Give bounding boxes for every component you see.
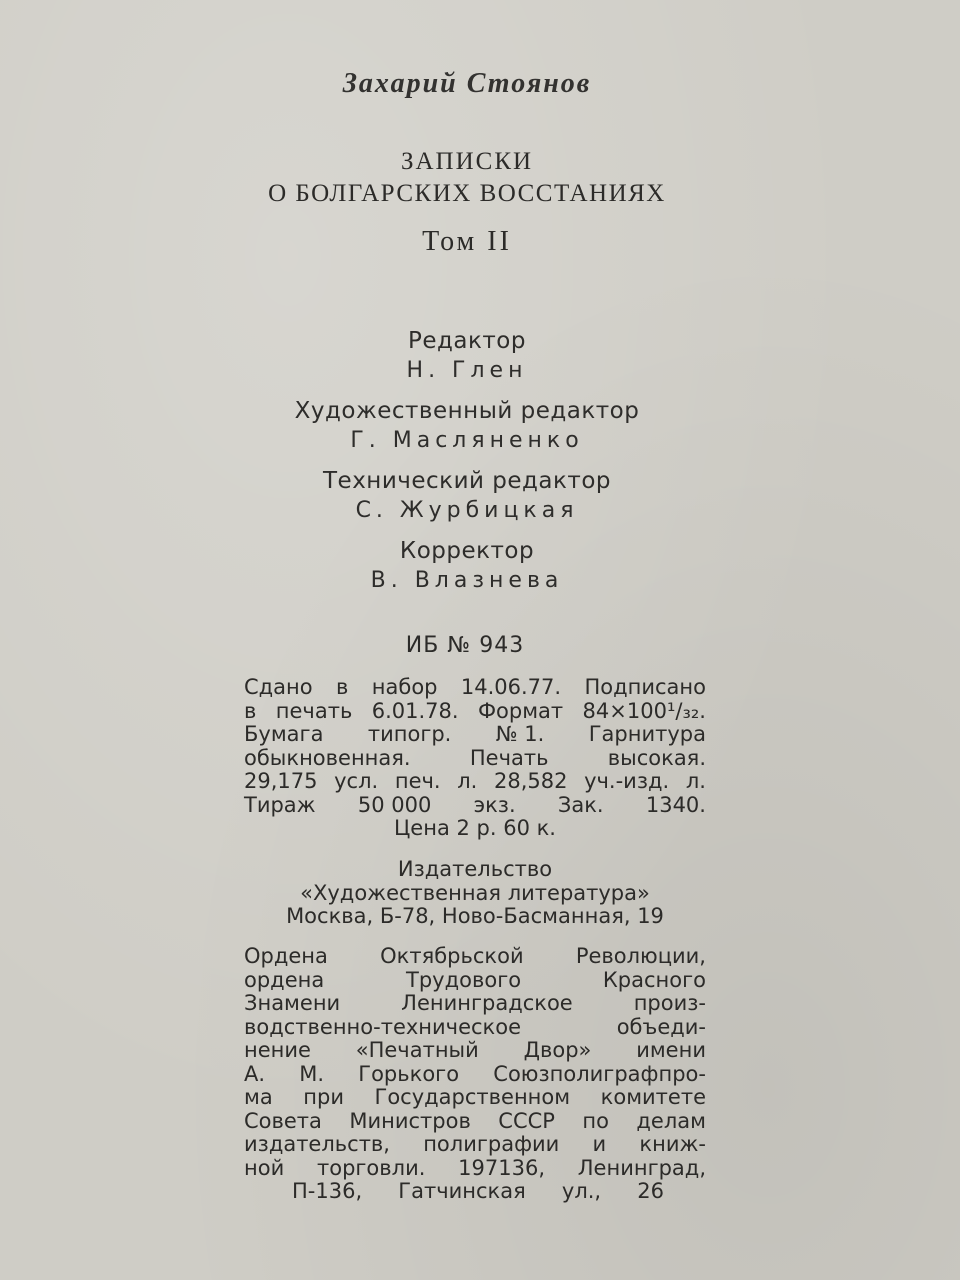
word: Сдано <box>244 675 313 699</box>
credit-role-editor: Редактор <box>408 328 526 354</box>
word: Ленинградское <box>401 991 573 1015</box>
publisher-line: Москва, Б-78, Ново-Басманная, 19 <box>286 904 664 928</box>
word: типогр. <box>367 722 452 746</box>
imprint-line <box>244 723 706 747</box>
publisher-line: Издательство <box>397 857 553 881</box>
word: Двор» <box>523 1038 592 1062</box>
word: Гарнитура <box>588 722 706 746</box>
credit-role-proofreader: Корректор <box>399 538 535 564</box>
word: 28,582 <box>493 769 568 793</box>
word: обыкновенная. <box>244 745 411 770</box>
word: при <box>303 1085 344 1109</box>
publisher-block <box>244 858 706 929</box>
word: 84×100¹/₃₂. <box>582 698 706 723</box>
word: 1340. <box>645 792 706 817</box>
volume-label: Том II <box>422 226 512 257</box>
credit-name-editor: Н. Глен <box>406 358 528 383</box>
word: издательств, <box>244 1132 390 1156</box>
word: л. <box>457 769 478 793</box>
printer-line <box>244 969 706 993</box>
publisher-line: «Художественная литература» <box>300 880 650 905</box>
word: Подписано <box>584 675 706 699</box>
word: Совета <box>244 1108 322 1133</box>
word: «Печатный <box>355 1038 479 1062</box>
word: комитете <box>600 1085 706 1109</box>
word: Гатчинская <box>398 1179 526 1203</box>
word: нение <box>244 1038 311 1062</box>
word: ной <box>244 1155 285 1180</box>
word: водственно-техническое <box>244 1014 521 1039</box>
printer-line <box>244 1133 706 1157</box>
imprint-line <box>244 747 706 771</box>
word: Октябрьской <box>380 944 524 968</box>
printer-line <box>244 1110 706 1134</box>
word: торговли. <box>316 1155 426 1180</box>
word: 197136, <box>458 1155 545 1180</box>
credit-role-tech-editor: Технический редактор <box>323 468 611 494</box>
word: Государственном <box>374 1085 571 1109</box>
word: Ленинград, <box>577 1155 706 1180</box>
word: Тираж <box>244 792 316 817</box>
word: 29,175 <box>244 769 318 793</box>
word: П-136, <box>292 1179 363 1203</box>
word: Министров <box>349 1108 471 1133</box>
word: № 1. <box>495 722 545 746</box>
word: Красного <box>602 967 706 992</box>
word: книж- <box>639 1132 706 1156</box>
word: объеди- <box>616 1014 706 1039</box>
word: и <box>592 1132 607 1156</box>
printer-block <box>244 945 706 1204</box>
word: Знамени <box>244 991 341 1015</box>
word: полиграфии <box>423 1132 560 1156</box>
printer-line <box>244 1180 706 1204</box>
imprint-line <box>244 700 706 724</box>
credit-name-art-editor: Г. Масляненко <box>350 428 584 453</box>
word: Ордена <box>244 944 328 968</box>
word: 14.06.77. <box>460 675 562 699</box>
word: делам <box>636 1108 706 1133</box>
word: печ. <box>394 769 441 793</box>
ib-number: ИБ № 943 <box>405 633 525 658</box>
imprint-line <box>244 770 706 794</box>
word: ордена <box>244 967 325 992</box>
word: Союзполиграфпро- <box>493 1061 706 1086</box>
imprint-line <box>244 676 706 700</box>
word: ул., <box>561 1179 602 1203</box>
credit-role-art-editor: Художественный редактор <box>294 398 640 424</box>
printer-line <box>244 992 706 1016</box>
imprint-line <box>244 794 706 818</box>
word: 6.01.78. <box>371 698 459 723</box>
word: СССР <box>498 1108 555 1133</box>
word: Революции, <box>575 944 706 968</box>
word: высокая. <box>607 745 706 770</box>
word: Бумага <box>244 722 324 746</box>
word: печать <box>275 698 353 723</box>
book-title-line-2: О БОЛГАРСКИХ ВОССТАНИЯХ <box>268 180 666 207</box>
printer-line <box>244 1016 706 1040</box>
word: уч.-изд. <box>584 769 670 793</box>
word: имени <box>636 1038 706 1062</box>
printer-line <box>244 1039 706 1063</box>
word: в <box>336 675 349 699</box>
imprint-line: Цена 2 р. 60 к. <box>394 816 556 840</box>
word: А. <box>244 1061 266 1086</box>
word: произ- <box>633 991 706 1015</box>
credits-list <box>0 326 934 606</box>
printer-line <box>244 1063 706 1087</box>
word: М. <box>299 1061 325 1086</box>
word: л. <box>685 769 706 793</box>
credit-name-tech-editor: С. Журбицкая <box>355 498 579 523</box>
word: усл. <box>334 769 379 793</box>
word: Формат <box>477 698 564 723</box>
imprint-block <box>244 676 706 841</box>
word: 50 000 <box>357 792 432 817</box>
word: экз. <box>473 792 516 817</box>
printer-line <box>244 1157 706 1181</box>
word: по <box>582 1108 609 1133</box>
printer-line <box>244 1086 706 1110</box>
word: ма <box>244 1085 273 1109</box>
printer-line <box>244 945 706 969</box>
author-name: Захарий Стоянов <box>342 68 592 99</box>
word: набор <box>371 675 438 699</box>
credit-name-proofreader: В. Влазнева <box>370 568 564 593</box>
word: Печать <box>469 745 549 770</box>
word: 26 <box>637 1179 664 1203</box>
word: в <box>244 698 257 723</box>
word: Горького <box>358 1061 460 1086</box>
word: Трудового <box>406 967 522 992</box>
book-title-line-1: ЗАПИСКИ <box>400 148 534 175</box>
word: Зак. <box>557 792 604 817</box>
